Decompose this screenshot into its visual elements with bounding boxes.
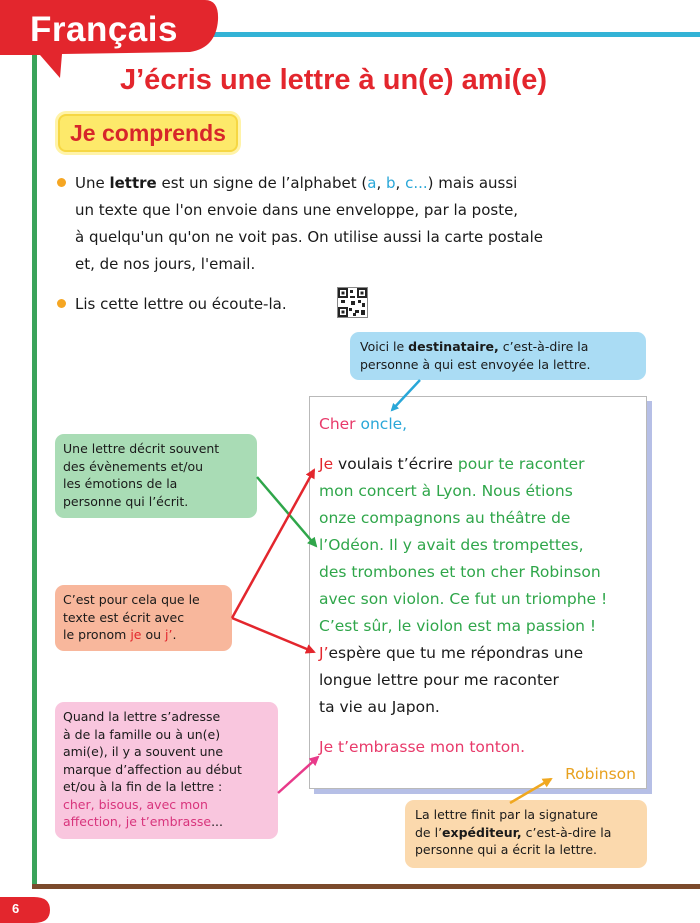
bottom-rule: [32, 884, 700, 889]
letter-line: mon concert à Lyon. Nous étions: [319, 482, 573, 500]
subject-badge: [0, 0, 220, 62]
intro-line: et, de nos jours, l'email.: [75, 255, 256, 273]
intro-paragraph: [75, 170, 675, 278]
bullet-icon: [57, 299, 66, 308]
bullet-icon: [57, 178, 66, 187]
sender-callout: La lettre finit par la signature de l’expéditeur, c’est-à-dire la personne qui a écrit la lettre.: [405, 800, 647, 868]
letter-signature: Robinson: [565, 765, 636, 783]
emotions-callout: Une lettre décrit souvent des évènements et/ou les émotions de la personne qui l’écrit.: [55, 434, 257, 518]
affection-callout: Quand la lettre s’adresse à de la famille ou à un(e) ami(e), il y a souvent une marque d’affection au début et/ou à la fin de la lettre : cher, bisous, avec mon affection, je t’embrasse...: [55, 702, 278, 839]
letter-line: J’espère que tu me répondras une: [319, 644, 584, 662]
instruction-text: Lis cette lettre ou écoute-la.: [75, 295, 287, 313]
letter-line: des trombones et ton cher Robinson: [319, 563, 601, 581]
letter-greeting: Cher oncle,: [319, 415, 408, 433]
intro-line: Une lettre est un signe de l’alphabet (a, b, c...) mais aussi: [75, 174, 518, 192]
left-rule: [32, 40, 37, 888]
letter-card: [309, 396, 647, 789]
intro-line: un texte que l'on envoie dans une enveloppe, par la poste,: [75, 201, 519, 219]
letter-line: Je voulais t’écrire pour te raconter: [319, 455, 585, 473]
top-rule: [205, 32, 700, 37]
letter-line: avec son violon. Ce fut un triomphe !: [319, 590, 608, 608]
page-number: 6: [12, 901, 20, 916]
lesson-title: J’écris une lettre à un(e) ami(e): [120, 64, 548, 96]
section-heading: [58, 114, 238, 152]
letter-line: C’est sûr, le violon est ma passion !: [319, 617, 597, 635]
letter-line: longue lettre pour me raconter: [319, 671, 559, 689]
section-heading-label: Je comprends: [70, 120, 226, 146]
page-number-badge: [0, 897, 52, 923]
subject-title: Français: [30, 10, 178, 49]
letter-line: ta vie au Japon.: [319, 698, 440, 716]
intro-line: à quelqu'un qu'on ne voit pas. On utilise aussi la carte postale: [75, 228, 544, 246]
letter-closing: Je t’embrasse mon tonton.: [319, 738, 526, 756]
recipient-callout: Voici le destinataire, c’est-à-dire la personne à qui est envoyée la lettre.: [350, 332, 646, 380]
qr-code-icon[interactable]: [337, 287, 368, 318]
pronoun-arrow-j: [232, 618, 314, 652]
pronoun-callout: C’est pour cela que le texte est écrit avec le pronom je ou j’.: [55, 585, 232, 651]
letter-line: onze compagnons au théâtre de: [319, 509, 571, 527]
emotions-arrow: [257, 477, 316, 546]
letter-line: l’Odéon. Il y avait des trompettes,: [319, 536, 584, 554]
